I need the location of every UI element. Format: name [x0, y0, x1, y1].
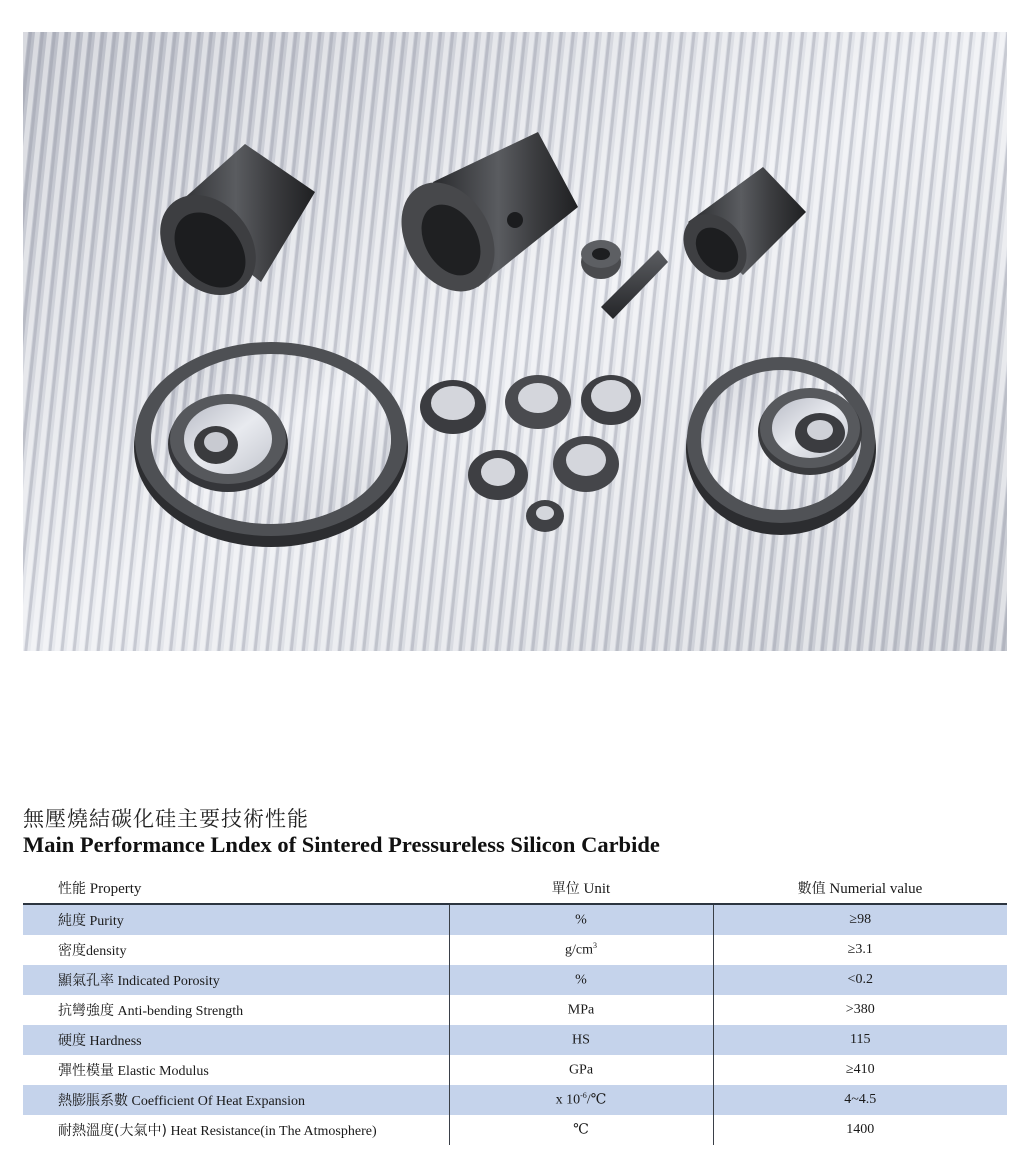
value-cell: 4~4.5 [713, 1085, 1007, 1115]
property-cell [23, 1085, 449, 1115]
header-property [23, 872, 449, 904]
unit: % [575, 972, 587, 988]
value-cell: ≥3.1 [713, 935, 1007, 965]
property-cell [23, 965, 449, 995]
table-row [23, 995, 1007, 1025]
unit-cell [449, 1085, 713, 1115]
property-cn: 抗彎強度 [58, 1003, 114, 1019]
unit: MPa [567, 1002, 595, 1018]
unit-cell [449, 1115, 713, 1145]
header-unit [449, 872, 713, 904]
table-row [23, 1055, 1007, 1085]
table-row [23, 1085, 1007, 1115]
property-cell [23, 904, 449, 935]
property-cell [23, 935, 449, 965]
header-property-en: Property [89, 880, 142, 897]
property-en: density [86, 944, 127, 959]
value-cell: 115 [713, 1025, 1007, 1055]
unit: x 10 [555, 1092, 581, 1108]
unit: ℃ [573, 1122, 589, 1138]
table-row [23, 1115, 1007, 1145]
unit-tail: /℃ [586, 1092, 607, 1108]
unit-cell [449, 1055, 713, 1085]
unit-superscript: 3 [593, 941, 597, 951]
header-property-cn: 性能 [58, 880, 86, 897]
property-cn: 耐熱溫度(大氣中) [58, 1123, 167, 1139]
unit-cell [449, 1025, 713, 1055]
ring-set-left [134, 342, 408, 547]
unit: g/cm [565, 942, 593, 958]
table-row [23, 1025, 1007, 1055]
ring-set-right [686, 357, 876, 535]
table-row [23, 904, 1007, 935]
property-en: Indicated Porosity [117, 974, 220, 989]
header-unit-cn: 單位 [551, 880, 580, 897]
property-cn: 硬度 [58, 1033, 86, 1049]
unit-cell [449, 995, 713, 1025]
unit-superscript: -6 [580, 1091, 587, 1101]
property-en: Hardness [89, 1034, 142, 1049]
property-cell [23, 1025, 449, 1055]
title-chinese: 無壓燒結碳化硅主要技術性能 [23, 807, 309, 831]
property-cn: 彈性模量 [58, 1063, 114, 1079]
header-value-en: Numerial value [829, 880, 923, 897]
property-cell [23, 995, 449, 1025]
performance-table [23, 872, 1007, 1145]
property-cell [23, 1055, 449, 1085]
silicon-carbide-parts-photo [23, 32, 1007, 651]
property-en: Elastic Modulus [117, 1064, 209, 1079]
property-cn: 顯氣孔率 [58, 973, 114, 989]
property-cn: 密度 [58, 943, 86, 959]
table-header-row [23, 872, 1007, 904]
unit: HS [572, 1032, 590, 1048]
value-cell: >380 [713, 995, 1007, 1025]
property-en: Purity [89, 914, 124, 929]
value-cell: <0.2 [713, 965, 1007, 995]
header-value [713, 872, 1007, 904]
unit-cell [449, 965, 713, 995]
unit: GPa [568, 1062, 594, 1078]
unit-cell [449, 935, 713, 965]
property-cell [23, 1115, 449, 1145]
property-en: Anti-bending Strength [117, 1004, 244, 1019]
title-english: Main Performance Lndex of Sintered Pressureless Silicon Carbide [23, 832, 660, 857]
value-cell: ≥98 [713, 904, 1007, 935]
value-cell: 1400 [713, 1115, 1007, 1145]
property-en: Heat Resistance(in The Atmosphere) [170, 1124, 377, 1139]
value-cell: ≥410 [713, 1055, 1007, 1085]
property-en: Coefficient Of Heat Expansion [131, 1094, 306, 1109]
unit-cell [449, 904, 713, 935]
unit: % [575, 912, 587, 928]
header-value-cn: 數值 [797, 880, 826, 897]
header-unit-en: Unit [583, 880, 611, 897]
property-cn: 純度 [58, 913, 86, 929]
table-row [23, 965, 1007, 995]
property-cn: 熱膨脹系數 [58, 1093, 128, 1109]
table-row [23, 935, 1007, 965]
